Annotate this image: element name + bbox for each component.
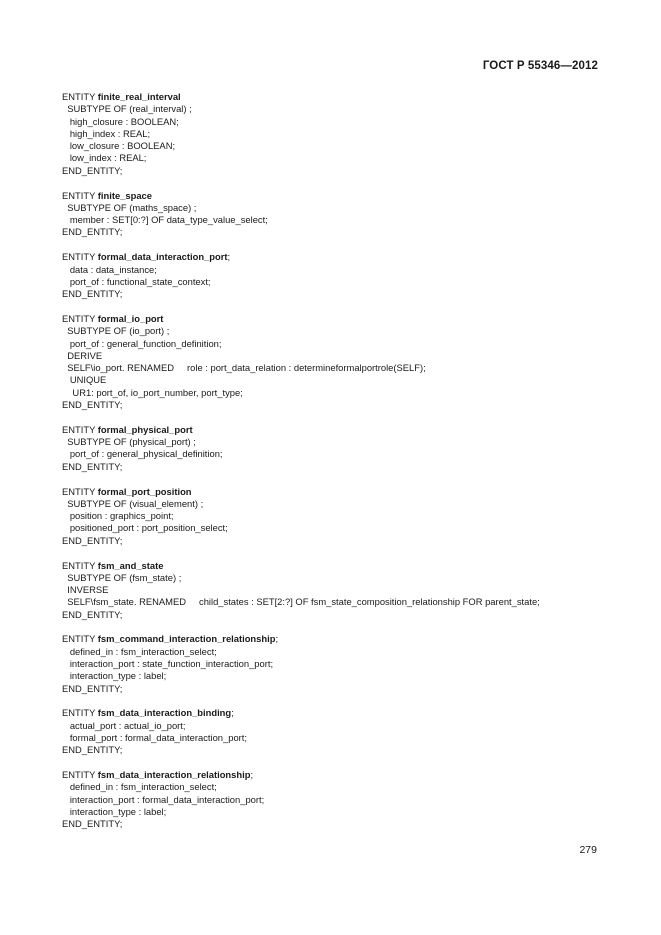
entity-declaration — [62, 486, 622, 498]
entity-block — [62, 633, 622, 694]
entity-body-line: INVERSE — [62, 584, 109, 596]
entity-name: fsm_command_interaction_relationship — [97, 633, 276, 645]
entity-suffix: ; — [231, 707, 234, 719]
entity-body-line: END_ENTITY; — [62, 608, 123, 620]
entity-body-line: low_closure : BOOLEAN; — [62, 140, 176, 152]
entity-declaration — [62, 313, 622, 325]
entity-body-line: port_of : general_function_definition; — [62, 337, 222, 349]
entity-suffix: ; — [250, 769, 254, 781]
entity-body-line: SUBTYPE OF (maths_space) ; — [62, 201, 197, 213]
entity-declaration — [62, 91, 622, 103]
entity-body-line: END_ENTITY; — [62, 226, 123, 238]
entity-block — [62, 769, 622, 830]
entity-name: formal_physical_port — [97, 423, 193, 435]
entity-keyword: ENTITY — [62, 312, 98, 324]
entity-body-line: SELF\fsm_state. RENAMED child_states : SET[2:?] OF fsm_state_composition_relationship FOR parent_state; — [62, 596, 540, 608]
entity-body-line: DERIVE — [62, 349, 103, 361]
entity-keyword: ENTITY — [62, 633, 98, 645]
entity-name: fsm_and_state — [97, 559, 164, 571]
entity-name: fsm_data_interaction_binding — [97, 707, 232, 719]
entity-body-line: END_ENTITY; — [62, 399, 123, 411]
entity-keyword: ENTITY — [62, 189, 98, 201]
entity-name: formal_data_interaction_port — [97, 251, 228, 263]
entity-declaration — [62, 707, 622, 719]
entity-block — [62, 486, 622, 547]
entity-body-line: SUBTYPE OF (visual_element) ; — [62, 497, 204, 509]
entity-name: formal_port_position — [97, 485, 192, 497]
entity-body-line: END_ENTITY; — [62, 818, 123, 830]
entity-declaration — [62, 769, 622, 781]
entity-body-line: high_closure : BOOLEAN; — [62, 115, 179, 127]
entity-block — [62, 560, 622, 621]
entity-body-line: END_ENTITY; — [62, 460, 123, 472]
entity-body-line: position : graphics_point; — [62, 510, 174, 522]
entity-block — [62, 190, 622, 239]
entity-body-line: SELF\io_port. RENAMED role : port_data_relation : determineformalportrole(SELF); — [62, 362, 426, 374]
entity-listing — [62, 91, 622, 843]
entity-keyword: ENTITY — [62, 251, 98, 263]
entity-body-line: interaction_type : label; — [62, 806, 167, 818]
entity-body-line: port_of : general_physical_definition; — [62, 448, 223, 460]
entity-body-line: data : data_instance; — [62, 263, 157, 275]
entity-name: fsm_data_interaction_relationship — [97, 769, 251, 781]
document-standard-header: ГОСТ Р 55346—2012 — [482, 60, 598, 72]
entity-block — [62, 707, 622, 756]
entity-block — [62, 313, 622, 411]
page-number: 279 — [579, 844, 597, 856]
entity-body-line: interaction_port : state_function_interaction_port; — [62, 658, 274, 670]
entity-body-line: actual_port : actual_io_port; — [62, 719, 186, 731]
entity-body-line: interaction_type : label; — [62, 670, 167, 682]
entity-name: formal_io_port — [97, 312, 164, 324]
entity-body-line: SUBTYPE OF (fsm_state) ; — [62, 571, 182, 583]
entity-keyword: ENTITY — [62, 423, 98, 435]
entity-declaration — [62, 424, 622, 436]
entity-body-line: positioned_port : port_position_select; — [62, 522, 228, 534]
entity-body-line: member : SET[0:?] OF data_type_value_select; — [62, 214, 268, 226]
entity-keyword: ENTITY — [62, 707, 98, 719]
entity-suffix: ; — [275, 633, 279, 645]
entity-body-line: SUBTYPE OF (real_interval) ; — [62, 103, 192, 115]
entity-body-line: low_index : REAL; — [62, 152, 147, 164]
entity-keyword: ENTITY — [62, 769, 98, 781]
entity-keyword: ENTITY — [62, 485, 98, 497]
entity-body-line: UR1: port_of, io_port_number, port_type; — [62, 386, 243, 398]
entity-body-line: END_ENTITY; — [62, 682, 123, 694]
entity-body-line: END_ENTITY; — [62, 744, 123, 756]
entity-suffix: ; — [227, 251, 231, 263]
entity-keyword: ENTITY — [62, 559, 98, 571]
entity-body-line: port_of : functional_state_context; — [62, 275, 211, 287]
entity-keyword: ENTITY — [62, 91, 98, 102]
entity-body-line: interaction_port : formal_data_interaction_port; — [62, 793, 265, 805]
entity-body-line: END_ENTITY; — [62, 164, 123, 176]
entity-body-line: defined_in : fsm_interaction_select; — [62, 645, 217, 657]
entity-declaration — [62, 190, 622, 202]
entity-block — [62, 251, 622, 300]
entity-body-line: high_index : REAL; — [62, 127, 151, 139]
entity-body-line: defined_in : fsm_interaction_select; — [62, 781, 217, 793]
entity-body-line: UNIQUE — [62, 374, 107, 386]
entity-block — [62, 424, 622, 473]
entity-declaration — [62, 633, 622, 645]
entity-declaration — [62, 251, 622, 263]
entity-body-line: formal_port : formal_data_interaction_port; — [62, 732, 247, 744]
entity-declaration — [62, 560, 622, 572]
entity-body-line: SUBTYPE OF (physical_port) ; — [62, 436, 196, 448]
entity-name: finite_real_interval — [97, 91, 181, 102]
entity-name: finite_space — [97, 189, 152, 201]
entity-body-line: END_ENTITY; — [62, 534, 123, 546]
entity-body-line: END_ENTITY; — [62, 288, 123, 300]
entity-block — [62, 91, 622, 177]
entity-body-line: SUBTYPE OF (io_port) ; — [62, 325, 170, 337]
